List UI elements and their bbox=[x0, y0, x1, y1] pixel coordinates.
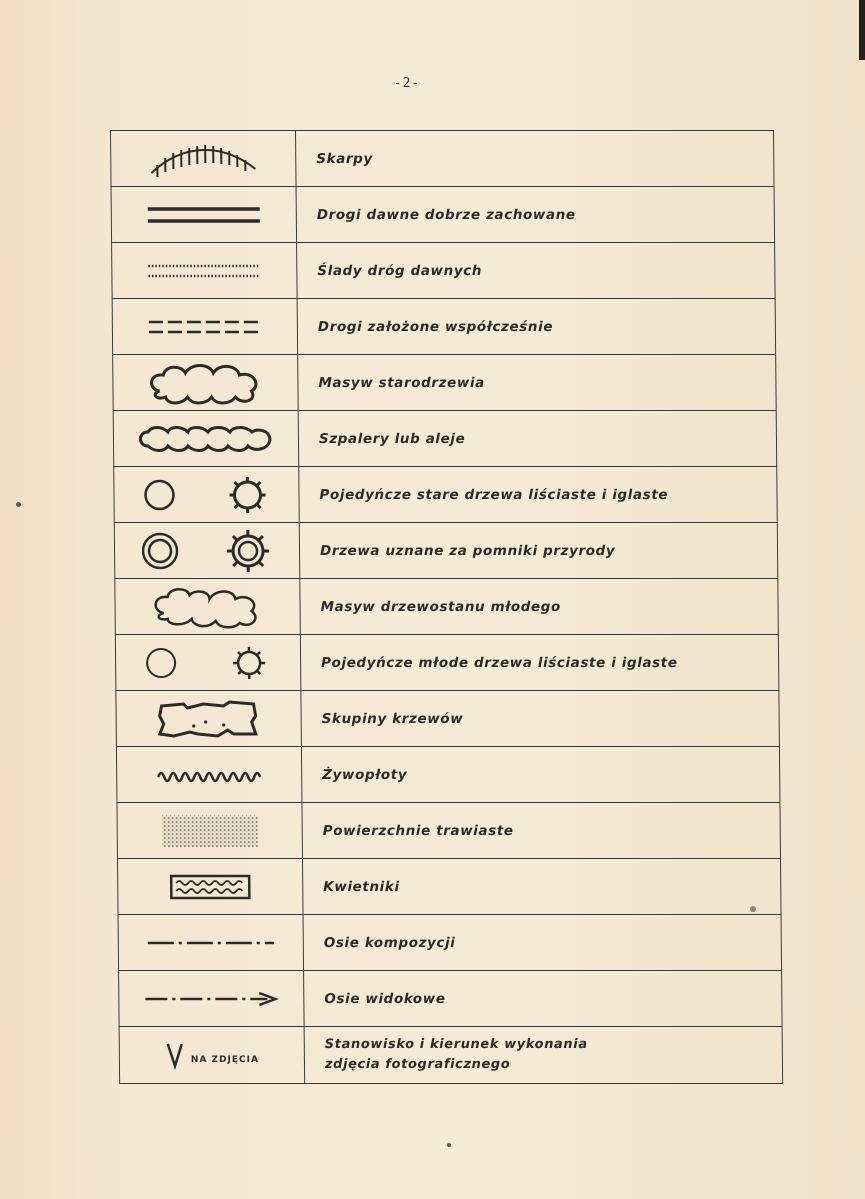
legend-row bbox=[114, 579, 779, 635]
legend-label: Drogi założone współcześnie bbox=[298, 299, 777, 354]
legend-table bbox=[110, 130, 783, 1084]
single-old-trees-symbol-icon bbox=[141, 473, 271, 517]
legend-label-line: zdjęcia fotograficznego bbox=[324, 1057, 511, 1072]
composition-axis-symbol-icon bbox=[146, 933, 276, 953]
scan-edge-shadow bbox=[859, 0, 865, 60]
monument-trees-symbol-icon bbox=[142, 528, 272, 574]
hedge-symbol-icon bbox=[154, 763, 264, 787]
symbol-cell bbox=[114, 523, 301, 578]
legend-row bbox=[112, 355, 777, 411]
photo-direction-icon bbox=[165, 1040, 185, 1070]
legend-row bbox=[118, 915, 783, 971]
symbol-cell bbox=[112, 299, 299, 354]
legend-label: Żywopłoty bbox=[302, 747, 781, 802]
legend-label: Szpalery lub aleje bbox=[299, 411, 778, 466]
legend-row bbox=[115, 691, 780, 747]
legend-label: Pojedyńcze stare drzewa liściaste i iglaste bbox=[299, 467, 778, 522]
legend-row bbox=[114, 523, 779, 579]
view-axis-symbol-icon bbox=[143, 989, 279, 1009]
legend-label: Skupiny krzewów bbox=[301, 691, 780, 746]
legend-row bbox=[116, 803, 781, 859]
scan-speck bbox=[16, 502, 21, 507]
old-tree-mass-symbol-icon bbox=[145, 361, 265, 405]
page-number: -2- bbox=[393, 76, 421, 91]
grass-surface-symbol-icon bbox=[160, 813, 260, 849]
legend-label: Skarpy bbox=[296, 131, 775, 186]
legend-label: Kwietniki bbox=[303, 859, 782, 914]
symbol-cell bbox=[118, 915, 305, 970]
legend-row bbox=[110, 130, 775, 187]
legend-row bbox=[115, 635, 780, 691]
photo-symbol-caption: NA ZDJĘCIA bbox=[190, 1055, 259, 1065]
symbol-cell bbox=[112, 355, 299, 410]
symbol-cell bbox=[115, 691, 302, 746]
legend-label: Pojedyńcze młode drzewa liściaste i iglaste bbox=[301, 635, 780, 690]
symbol-cell bbox=[116, 747, 303, 802]
symbol-cell bbox=[116, 803, 303, 858]
single-young-trees-symbol-icon bbox=[143, 643, 273, 683]
flowerbed-symbol-icon bbox=[168, 872, 252, 902]
symbol-cell bbox=[111, 243, 298, 298]
legend-label: Osie kompozycji bbox=[304, 915, 783, 970]
symbol-cell bbox=[110, 131, 297, 186]
symbol-cell bbox=[118, 971, 305, 1026]
young-tree-mass-symbol-icon bbox=[147, 585, 267, 629]
legend-row bbox=[113, 467, 778, 523]
dotted-lines-symbol-icon bbox=[144, 256, 264, 286]
legend-label-line: Stanowisko i kierunek wykonania bbox=[324, 1037, 588, 1052]
legend-row bbox=[112, 299, 777, 355]
symbol-cell bbox=[113, 467, 300, 522]
photo-point-mark bbox=[165, 1040, 259, 1070]
legend-label: Osie widokowe bbox=[304, 971, 783, 1026]
symbol-cell bbox=[117, 859, 304, 914]
legend-row bbox=[117, 859, 782, 915]
symbol-cell bbox=[119, 1027, 306, 1083]
symbol-cell bbox=[111, 187, 298, 242]
tree-row-symbol-icon bbox=[136, 424, 276, 454]
legend-row bbox=[111, 243, 776, 299]
double-line-symbol-icon bbox=[144, 200, 264, 230]
symbol-cell bbox=[114, 579, 301, 634]
shrub-group-symbol-icon bbox=[153, 698, 263, 740]
scan-speck bbox=[447, 1143, 451, 1147]
legend-label: Masyw drzewostanu młodego bbox=[300, 579, 779, 634]
legend-row bbox=[113, 411, 778, 467]
dashed-lines-symbol-icon bbox=[145, 312, 265, 342]
symbol-cell bbox=[113, 411, 300, 466]
legend-label bbox=[305, 1027, 784, 1083]
legend-label: Drogi dawne dobrze zachowane bbox=[297, 187, 776, 242]
legend-label: Masyw starodrzewia bbox=[298, 355, 777, 410]
symbol-cell bbox=[115, 635, 302, 690]
legend-row bbox=[119, 1027, 784, 1084]
legend-label: Drzewa uznane za pomniki przyrody bbox=[300, 523, 779, 578]
legend-label: Ślady dróg dawnych bbox=[297, 243, 776, 298]
legend-row bbox=[116, 747, 781, 803]
escarpment-symbol-icon bbox=[143, 139, 263, 179]
legend-row bbox=[111, 187, 776, 243]
legend-label: Powierzchnie trawiaste bbox=[302, 803, 781, 858]
legend-row bbox=[118, 971, 783, 1027]
